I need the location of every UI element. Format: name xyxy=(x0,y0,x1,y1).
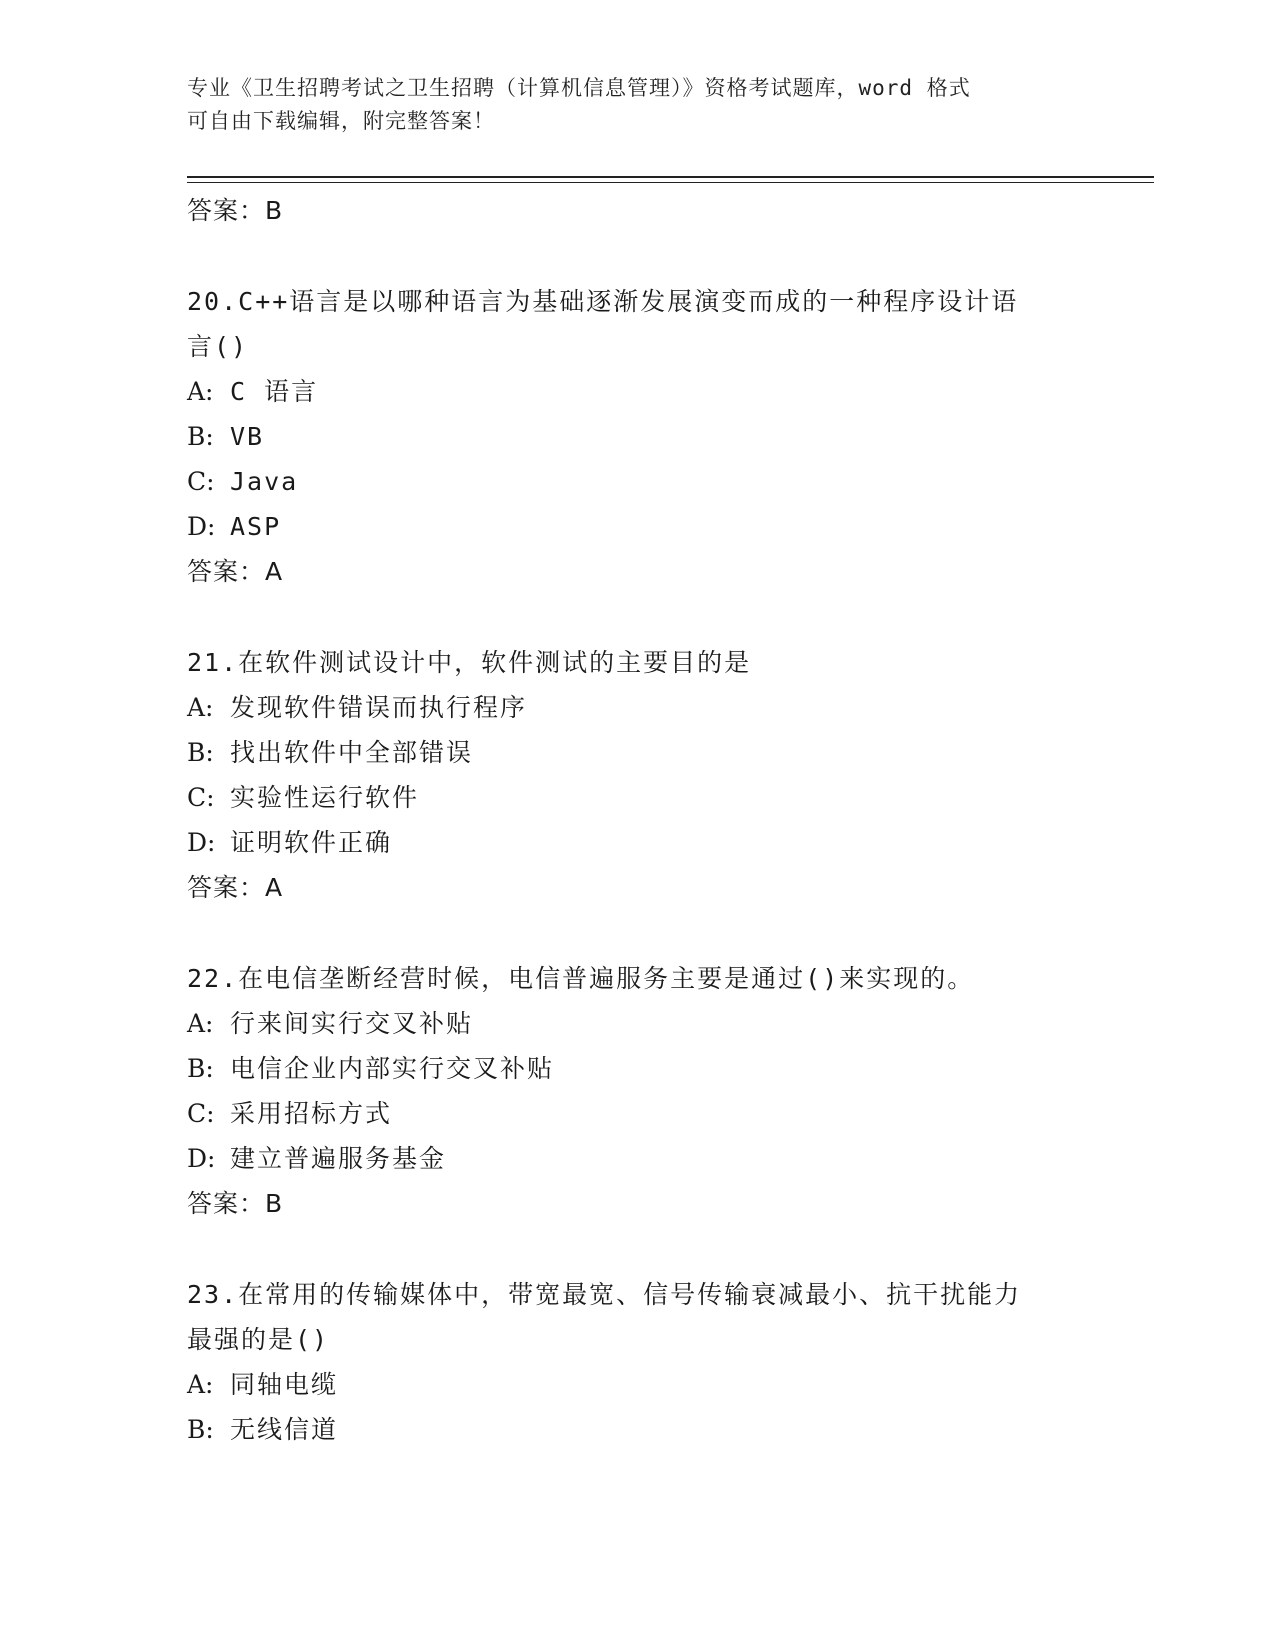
option-text: 实验性运行软件 xyxy=(230,783,420,812)
question-stem: 23.在常用的传输媒体中，带宽最宽、信号传输衰减最小、抗干扰能力 xyxy=(187,1280,1022,1309)
option-letter: B: xyxy=(187,1054,214,1083)
header-divider-thick xyxy=(187,176,1154,178)
option-text: 电信企业内部实行交叉补贴 xyxy=(230,1054,555,1083)
answer-line: 答案：A xyxy=(187,873,284,902)
option-letter: D: xyxy=(187,1144,216,1173)
answer-line: 答案：B xyxy=(187,196,284,225)
option-letter: C: xyxy=(187,783,215,812)
header-line-1: 专业《卫生招聘考试之卫生招聘（计算机信息管理）》资格考试题库，word 格式 xyxy=(187,76,971,100)
option-text: 建立普遍服务基金 xyxy=(230,1144,447,1173)
option-letter: C: xyxy=(187,1099,215,1128)
option-c xyxy=(187,459,1087,504)
question-stem: 22.在电信垄断经营时候，电信普遍服务主要是通过()来实现的。 xyxy=(187,964,975,993)
answer-line: 答案：B xyxy=(187,1189,284,1218)
option-text: Java xyxy=(230,467,299,496)
option-d xyxy=(187,1136,1087,1181)
option-text: 采用招标方式 xyxy=(230,1099,393,1128)
option-d xyxy=(187,504,1087,549)
option-d xyxy=(187,820,1087,865)
option-b xyxy=(187,1407,1087,1452)
question-block xyxy=(187,1272,1087,1452)
option-text: 找出软件中全部错误 xyxy=(230,738,474,767)
question-block xyxy=(187,640,1087,911)
header-divider-thin xyxy=(187,182,1154,183)
option-letter: A: xyxy=(187,1370,214,1399)
option-b xyxy=(187,414,1087,459)
option-letter: A: xyxy=(187,1009,214,1038)
option-text: 无线信道 xyxy=(230,1415,339,1444)
question-block xyxy=(187,279,1087,595)
option-letter: C: xyxy=(187,467,215,496)
option-text: 行来间实行交叉补贴 xyxy=(230,1009,474,1038)
option-letter: D: xyxy=(187,512,216,541)
option-a xyxy=(187,369,1087,414)
option-letter: D: xyxy=(187,828,216,857)
option-b xyxy=(187,1046,1087,1091)
question-stem-continued: 最强的是() xyxy=(187,1325,330,1354)
option-text: VB xyxy=(230,422,265,451)
header-line-2: 可自由下载编辑，附完整答案！ xyxy=(187,109,495,133)
option-letter: B: xyxy=(187,1415,214,1444)
option-letter: B: xyxy=(187,422,214,451)
question-stem-continued: 言() xyxy=(187,332,249,361)
option-text: C 语言 xyxy=(230,377,319,406)
option-text: ASP xyxy=(230,512,282,541)
document-header xyxy=(187,72,1087,138)
option-text: 证明软件正确 xyxy=(230,828,393,857)
option-a xyxy=(187,1362,1087,1407)
option-text: 发现软件错误而执行程序 xyxy=(230,693,528,722)
question-list xyxy=(187,188,1087,1452)
option-a xyxy=(187,685,1087,730)
answer-line: 答案：A xyxy=(187,557,284,586)
option-a xyxy=(187,1001,1087,1046)
question-stem: 21.在软件测试设计中，软件测试的主要目的是 xyxy=(187,648,752,677)
option-letter: A: xyxy=(187,693,214,722)
option-c xyxy=(187,1091,1087,1136)
option-letter: B: xyxy=(187,738,214,767)
question-block xyxy=(187,956,1087,1227)
question-stem: 20.C++语言是以哪种语言为基础逐渐发展演变而成的一种程序设计语 xyxy=(187,287,1019,316)
option-text: 同轴电缆 xyxy=(230,1370,339,1399)
option-b xyxy=(187,730,1087,775)
option-letter: A: xyxy=(187,377,214,406)
option-c xyxy=(187,775,1087,820)
